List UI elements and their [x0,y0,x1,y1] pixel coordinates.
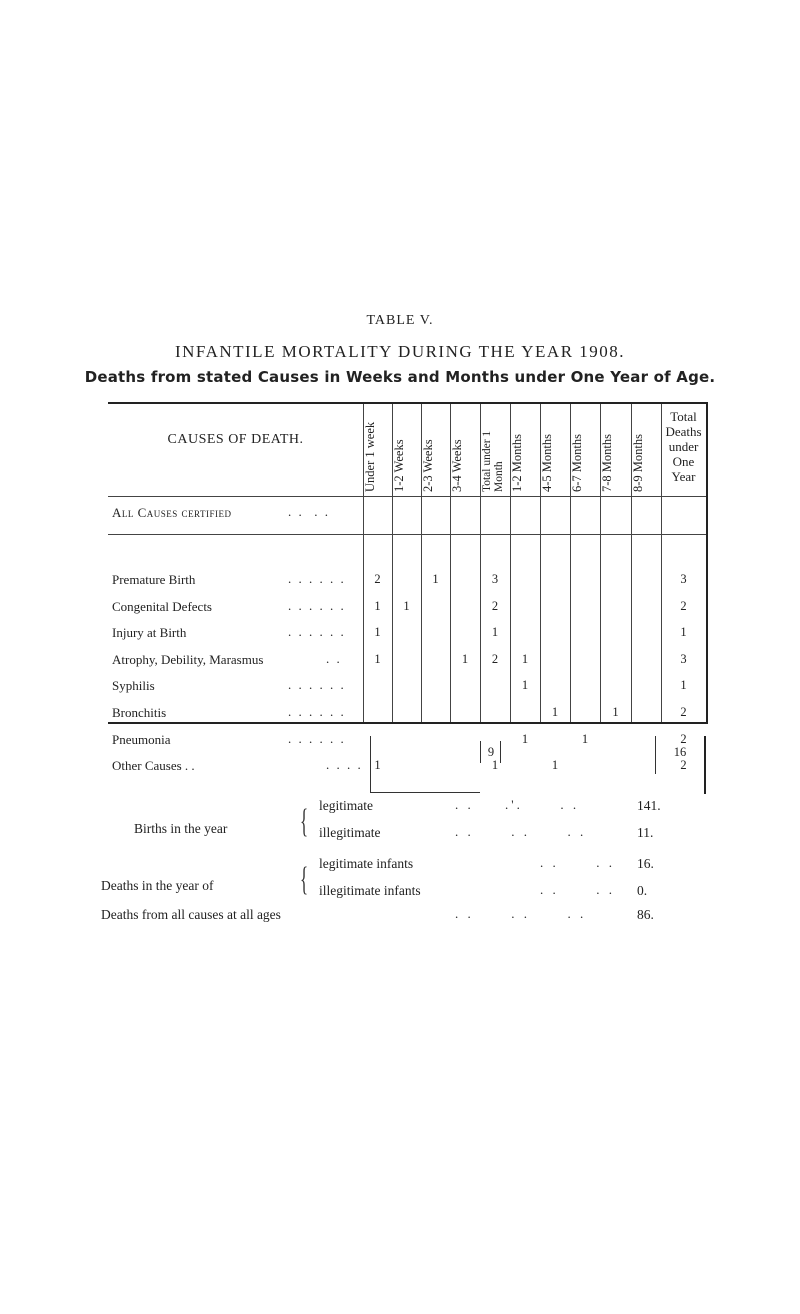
footer-rule [370,792,480,793]
col-header-2-3-weeks: 2-3 Weeks [421,439,435,492]
col-header-under-1-week: Under 1 week [363,421,377,492]
table-cell: 1 [374,599,381,613]
deaths-legitimate-value: 16. [637,856,654,871]
leader-dots: . . .'. . . [455,797,580,812]
header-rule [108,496,706,497]
leader-dots: . . . . . . [288,704,346,719]
row-total: 2 [680,705,687,719]
deaths-legitimate-label: legitimate infants [319,856,414,871]
col-header-4-5-months: 4-5 Months [540,434,554,492]
table-cell: 2 [374,572,381,586]
row-total: 2 [680,758,687,772]
table-cell: 1 [374,758,381,772]
table-number: TABLE V. [366,313,434,328]
col-header-8-9-months: 8-9 Months [631,434,645,492]
brace: { [300,861,309,898]
row-cause-label: Bronchitis [112,705,167,720]
leader-dots: . . [326,651,342,666]
footer-rule [370,736,371,792]
deaths-illegitimate-value: 0. [637,883,648,898]
table-cell: 1 [551,758,559,772]
leader-dots: . . . . [326,757,363,772]
leader-dots: . . . . [540,855,615,870]
total-under-1-month: 9 [487,745,495,759]
leader-dots: . . . . [288,504,330,519]
footer-rule [704,736,706,794]
row-total: 3 [680,652,687,666]
births-label: Births in the year [134,821,228,836]
col-header-total-deaths: Total Deaths under One Year [665,409,702,484]
table-cell: 2 [491,599,499,613]
leader-dots: . . . . [540,882,615,897]
leader-dots: . . . . . . [288,571,346,586]
table-cell: 2 [491,652,499,666]
col-header-3-4-weeks: 3-4 Weeks [450,439,464,492]
deaths-label: Deaths in the year of [101,878,214,893]
table-cell: 1 [491,625,499,639]
table-cell: 1 [432,572,439,586]
table-cell: 1 [521,732,529,746]
row-cause-label: Injury at Birth [112,625,187,640]
deaths-illegitimate-label: illegitimate infants [319,883,421,898]
leader-dots: . . . . . . [288,598,346,613]
all-ages-label: Deaths from all causes at all ages [101,907,281,922]
table-cell: 1 [374,652,381,666]
totals-row [370,736,706,794]
row-cause-label: Premature Birth [112,572,196,587]
causes-header: CAUSES OF DEATH. [167,432,304,447]
table-title: INFANTILE MORTALITY DURING THE YEAR 1908. [174,342,626,361]
all-causes-label: All Causes certified [112,505,232,520]
row-total: 2 [680,732,687,746]
table-cell: 1 [521,652,529,666]
col-header-6-7-months: 6-7 Months [570,434,584,492]
leader-dots: . . . . . . [455,824,587,839]
births-illegitimate-value: 11. [637,825,654,840]
col-header-1-2-months: 1-2 Months [510,434,524,492]
row-cause-label: Congenital Defects [112,599,212,614]
leader-dots: . . . . . . [288,624,346,639]
grand-total: 16 [673,745,687,759]
table-cell: 1 [491,758,499,772]
table-cell: 1 [403,599,410,613]
leader-dots: . . . . . . [288,731,346,746]
table-cell: 1 [461,652,469,666]
row-cause-label: Other Causes . . [112,758,195,773]
all-ages-value: 86. [637,907,654,922]
births-illegitimate-label: illegitimate [319,825,381,840]
brace: { [300,803,309,840]
row-total: 3 [680,572,687,586]
row-cause-label: Atrophy, Debility, Marasmus [112,652,264,667]
leader-dots: . . . . . . [288,677,346,692]
table-cell: 3 [491,572,499,586]
col-header-7-8-months: 7-8 Months [600,434,614,492]
table-cell: 1 [521,678,529,692]
row-total: 2 [680,599,687,613]
col-header-total-under-1-month: Total under 1 Month [481,430,505,492]
table-cell: 1 [612,705,619,719]
table-cell: 1 [581,732,589,746]
row-total: 1 [680,678,687,692]
births-legitimate-value: 141. [637,798,661,813]
table-cell: 1 [551,705,559,719]
leader-dots: . . . . . . [455,906,587,921]
table-cell: 1 [374,625,381,639]
table-subtitle: Deaths from stated Causes in Weeks and Months under One Year of Age. [84,368,716,386]
col-header-1-2-weeks: 1-2 Weeks [392,439,406,492]
row-total: 1 [680,625,687,639]
row-cause-label: Syphilis [112,678,155,693]
row-cause-label: Pneumonia [112,732,171,747]
births-legitimate-label: legitimate [319,798,373,813]
section-rule [108,534,706,535]
